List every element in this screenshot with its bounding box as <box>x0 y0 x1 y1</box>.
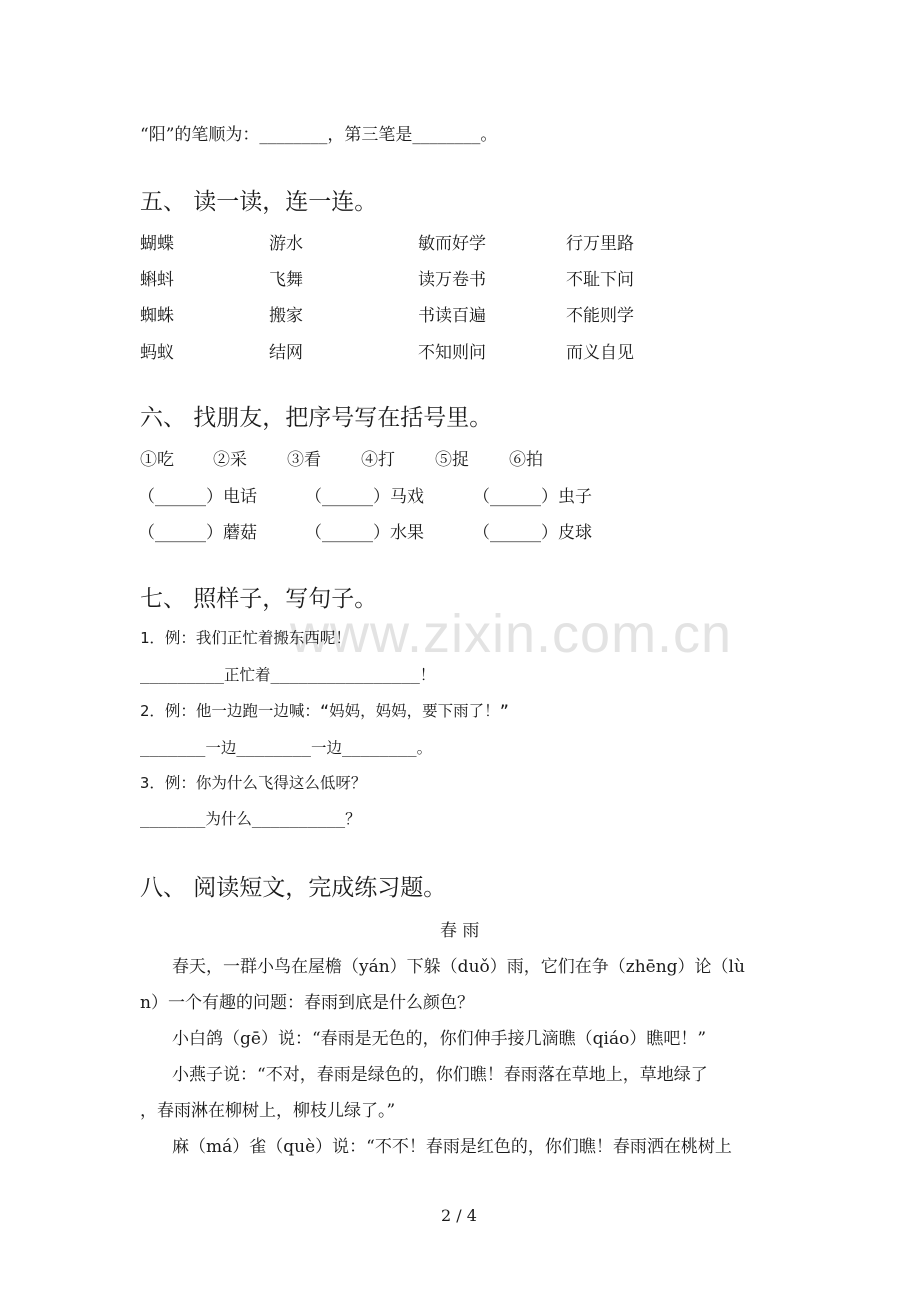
match-item: 蚂蚁 <box>140 343 174 363</box>
option-item: ①吃 <box>140 450 174 470</box>
passage-line: ，春雨淋在柳树上，柳枝儿绿了。” <box>140 1101 396 1121</box>
passage-line: 小燕子说：“不对，春雨是绿色的，你们瞧！春雨落在草地上，草地绿了 <box>172 1065 708 1085</box>
passage-line: n）一个有趣的问题：春雨到底是什么颜色？ <box>140 993 474 1013</box>
fill-blank-item: （______）马戏 <box>305 487 424 507</box>
match-item: 搬家 <box>269 306 303 326</box>
section-7-title: 七、 照样子，写句子。 <box>140 586 378 612</box>
passage-line: 麻（má）雀（què）说：“不不！春雨是红色的，你们瞧！春雨洒在桃树上 <box>172 1137 732 1157</box>
example-line: 3．例：你为什么飞得这么低呀？ <box>140 774 367 792</box>
watermark: www.zixin.com.cn <box>290 604 733 664</box>
example-line: 2．例：他一边跑一边喊：“妈妈，妈妈，要下雨了！” <box>140 702 509 720</box>
match-item: 不知则问 <box>418 343 486 363</box>
match-item: 不耻下问 <box>566 270 634 290</box>
answer-line: _________正忙着________________！ <box>140 666 436 684</box>
match-item: 行万里路 <box>566 234 634 254</box>
section-8-title: 八、 阅读短文，完成练习题。 <box>140 875 447 901</box>
match-item: 敏而好学 <box>418 234 486 254</box>
option-item: ②采 <box>213 450 247 470</box>
option-item: ④打 <box>361 450 395 470</box>
example-line: 1．例：我们正忙着搬东西呢！ <box>140 629 351 647</box>
answer-line: _______为什么__________？ <box>140 810 361 828</box>
option-item: ⑤捉 <box>435 450 469 470</box>
section-6-title: 六、 找朋友，把序号写在括号里。 <box>140 405 493 431</box>
match-item: 而义自见 <box>566 343 634 363</box>
fill-blank-item: （______）蘑菇 <box>138 523 257 543</box>
answer-line: _______一边________一边________。 <box>140 739 433 757</box>
fill-blank-item: （______）电话 <box>138 487 257 507</box>
match-item: 蜘蛛 <box>140 306 174 326</box>
match-item: 书读百遍 <box>418 306 486 326</box>
match-item: 飞舞 <box>269 270 303 290</box>
match-item: 结网 <box>269 343 303 363</box>
match-item: 读万卷书 <box>418 270 486 290</box>
passage-title: 春 雨 <box>440 921 480 941</box>
passage-line: 小白鸽（gē）说：“春雨是无色的，你们伸手接几滴瞧（qiáo）瞧吧！” <box>172 1029 707 1049</box>
passage-line: 春天，一群小鸟在屋檐（yán）下躲（duǒ）雨，它们在争（zhēng）论（lù <box>172 957 745 977</box>
option-item: ⑥拍 <box>509 450 543 470</box>
page-number: 2 / 4 <box>441 1206 477 1225</box>
fill-blank-item: （______）虫子 <box>473 487 592 507</box>
fill-blank-item: （______）皮球 <box>473 523 592 543</box>
match-item: 蝴蝶 <box>140 234 174 254</box>
option-item: ③看 <box>287 450 321 470</box>
match-item: 不能则学 <box>566 306 634 326</box>
match-item: 蝌蚪 <box>140 270 174 290</box>
section-5-title: 五、 读一读，连一连。 <box>140 189 378 215</box>
fill-blank-item: （______）水果 <box>305 523 424 543</box>
match-item: 游水 <box>269 234 303 254</box>
stroke-order-question: “阳”的笔顺为：________，第三笔是________。 <box>140 125 498 145</box>
